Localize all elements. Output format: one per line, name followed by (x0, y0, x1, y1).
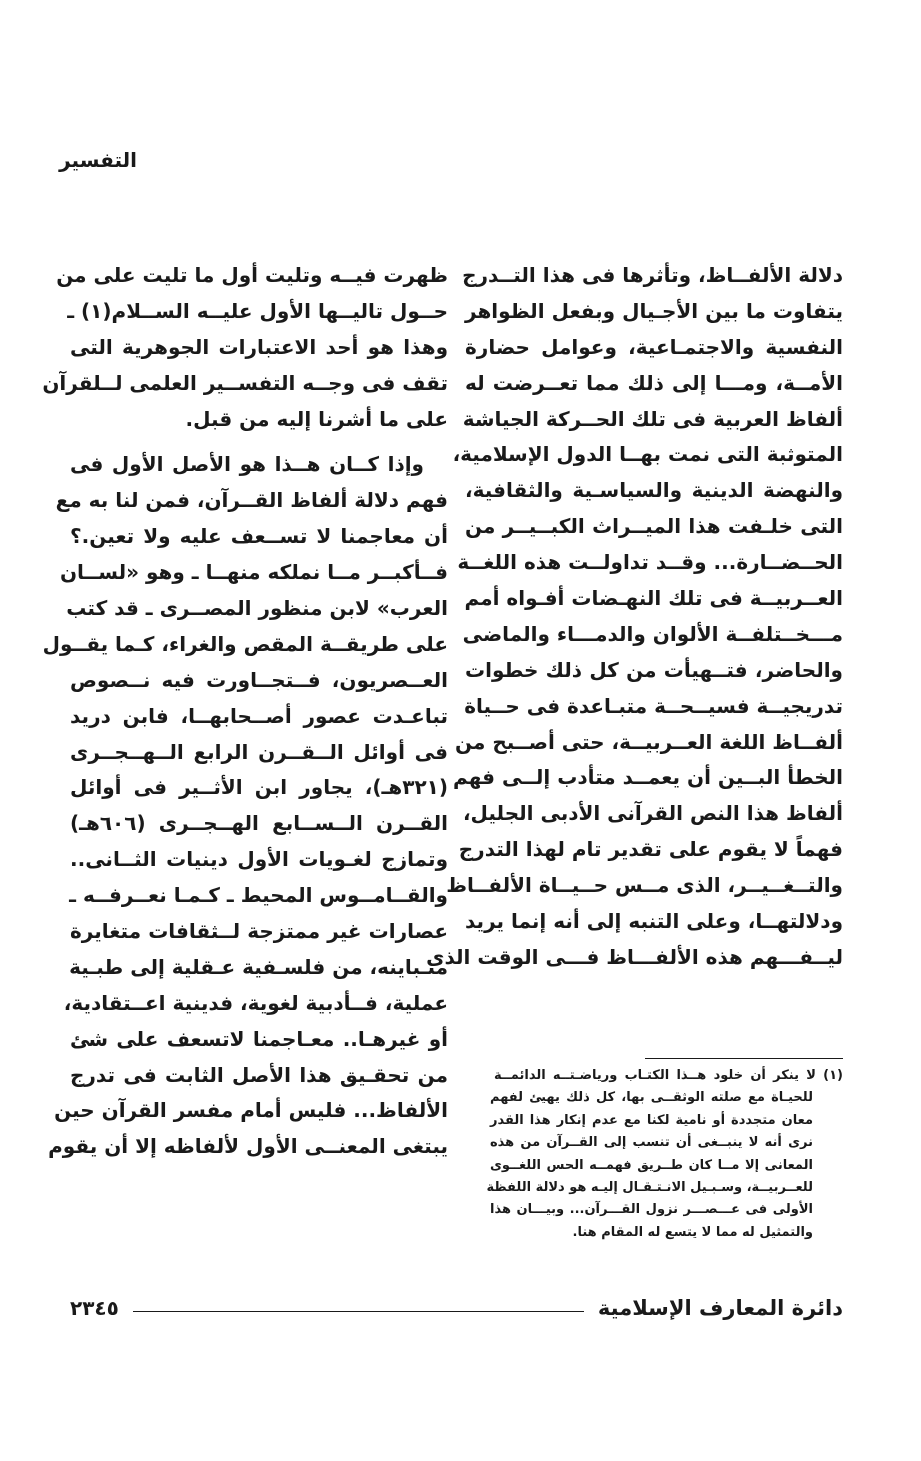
running-footer (70, 1288, 843, 1328)
text-line: الأمــة، ومـــا إلى ذلك مما تعــرضت له (465, 370, 843, 395)
text-line: على طريقــة المقص والغراء، كـما يقــول (42, 631, 448, 656)
text-line: يتفاوت ما بين الأجـيال وبفعل الظواهر (465, 298, 843, 323)
text-line: من تحقـيق هذا الأصل الثابت فى تدرج (70, 1062, 448, 1087)
text-line: أن معاجمنا لا تســعف عليه ولا تعين.؟ (70, 524, 448, 549)
text-line: وتمازج لغـويات الأول دينيات الثــانى.. (70, 847, 448, 872)
text-line: على ما أشرنا إليه من قبل. (185, 406, 448, 431)
paragraph (42, 447, 448, 1165)
text-line: ليــفـــهم هذه الألفـــاظ فـــى الوقت الذى (426, 944, 843, 969)
text-line: يبتغى المعنــى الأول لألفاظه إلا أن يقوم (48, 1134, 448, 1159)
text-line: ألفاظ العربية فى تلك الحــركة الجياشة (462, 406, 843, 431)
text-line: ألفاظ هذا النص القرآنى الأدبى الجليل، (462, 801, 843, 826)
text-line: وإذا كــان هــذا هو الأصل الأول فى (70, 452, 424, 477)
text-line: ودلالتهــا، وعلى التنبه إلى أنه إنما يريد (465, 909, 843, 934)
text-line: عملية، فــأدبية لغوية، فدينية اعــتقادية، (63, 990, 448, 1015)
text-line: والنهضة الدينية والسياسـية والثقافية، (465, 478, 843, 503)
text-line: القــرن الــســابع الهــجــرى (٦٠٦هـ) (70, 811, 448, 836)
footnote-line: (١) لا ينكر أن خلود هــذا الكتـاب ورياضـتــه الدائمــة (494, 1068, 843, 1083)
footer-rule (133, 1311, 584, 1312)
text-line: دلالة الألفــاظ، وتأثرها فى هذا التــدرج (462, 263, 843, 287)
text-line: مـــخــتلفــة الألوان والدمـــاء والماضى (462, 621, 843, 646)
footnote-divider (645, 1058, 843, 1059)
text-line: العرب» لابن منظور المصــرى ـ قد كتب (66, 596, 448, 621)
text-line: حــول تاليــها الأول عليــه الســلام(١) ـ (67, 298, 448, 323)
text-line: عصارات غير ممتزجة لــثقافات متغايرة (70, 919, 448, 944)
page-number: ٢٣٤٥ (70, 1296, 119, 1320)
text-line: وهذا هو أحد الاعتبارات الجوهرية التى (70, 334, 448, 359)
left-column (42, 258, 448, 1165)
text-line: الحــضــارة... وقــد تداولــت هذه اللغــة (457, 550, 843, 575)
text-line: فهماً لا يقوم على تقدير تام لهذا التدرج (458, 837, 843, 862)
text-line: والتــغــيــر، الذى مــس حــيــاة الألفــاظ (446, 873, 843, 898)
footnote-line: نرى أنه لا ينبــغى أن تنسب إلى القــرآن من هذه (490, 1135, 813, 1151)
text-line: تدريجيــة فسيــحــة متبـاعدة فى حــياة (464, 693, 843, 718)
right-column (426, 258, 843, 976)
text-line: ظهرت فيــه وتليت أول ما تليت على من (56, 263, 448, 287)
text-line: أو غيرهـا.. معـاجمنا لاتسعف على شئ (70, 1026, 448, 1051)
footnote-line: معان متجددة أو نامية لكنا مع عدم إنكار هذا القدر (490, 1112, 813, 1128)
text-line: العــربيــة فى تلك النهـضات أفـواه أمم (464, 586, 843, 611)
footnote-line: للحيـاة مع صلته الوثقــى بها، كل ذلك يهيئ لفهم (490, 1090, 813, 1106)
text-line: الألفاظ... فليس أمام مفسر القرآن حين (54, 1098, 448, 1123)
text-line: العــصريون، فــتجــاورت فيه نــصوص (70, 667, 448, 692)
text-line: متـباينه، من فلسـفية عـقلية إلى طبـية (69, 954, 448, 979)
footnote (486, 1065, 843, 1244)
footnote-line: المعانى إلا مــا كان طــريق فهمــه الحس اللغــوى (490, 1157, 813, 1173)
text-line: والحاضر، فتــهيأت من كل ذلك خطوات (465, 657, 843, 682)
text-line: التى خلـفت هذا الميــراث الكبــيــر من (465, 514, 843, 539)
text-line: تقف فى وجــه التفســير العلمى لــلقرآن (42, 370, 448, 395)
text-line: تباعـدت عصور أصــحابهــا، فابن دريد (70, 703, 448, 728)
text-line: ألفــاظ اللغة العــربيــة، حتى أصــبح من (455, 729, 843, 754)
text-line: النفسية والاجتمـاعية، وعوامل حضارة (465, 334, 843, 359)
text-line: فهم دلالة ألفاظ القــرآن، فمن لنا به مع (55, 488, 448, 513)
encyclopedia-title: دائرة المعارف الإسلامية (597, 1296, 843, 1320)
text-line: والقــامــوس المحيط ـ كـمـا نعــرفــه ـ (69, 883, 448, 908)
text-line: فــأكبــر مــا نملكه منهــا ـ وهو «لســان (59, 560, 448, 585)
footnote-line: والتمثيل له مما لا يتسع له المقام هنا. (572, 1224, 813, 1240)
text-line: الخطأ البــين أن يعمــد متأدب إلــى فهم (453, 765, 843, 790)
paragraph (42, 258, 448, 437)
running-header: التفسير (59, 148, 137, 172)
text-line: فى أوائل الــقــرن الرابع الــهــجــرى (70, 739, 448, 764)
paragraph-gap (70, 437, 448, 447)
footnote-line: للعــربيــة، وسـبـيل الانـتـقـال إليـه هو دلالة اللفظة (486, 1179, 813, 1195)
text-line: المتوثبة التى نمت بهــا الدول الإسلامية، (452, 442, 843, 467)
text-line: (٣٢١هـ)، يجاور ابن الأثــير فى أوائل (70, 775, 448, 800)
footnote-line: الأولى فى عـــصـــر نزول القـــرآن... وبيـــان هذا (490, 1202, 813, 1218)
